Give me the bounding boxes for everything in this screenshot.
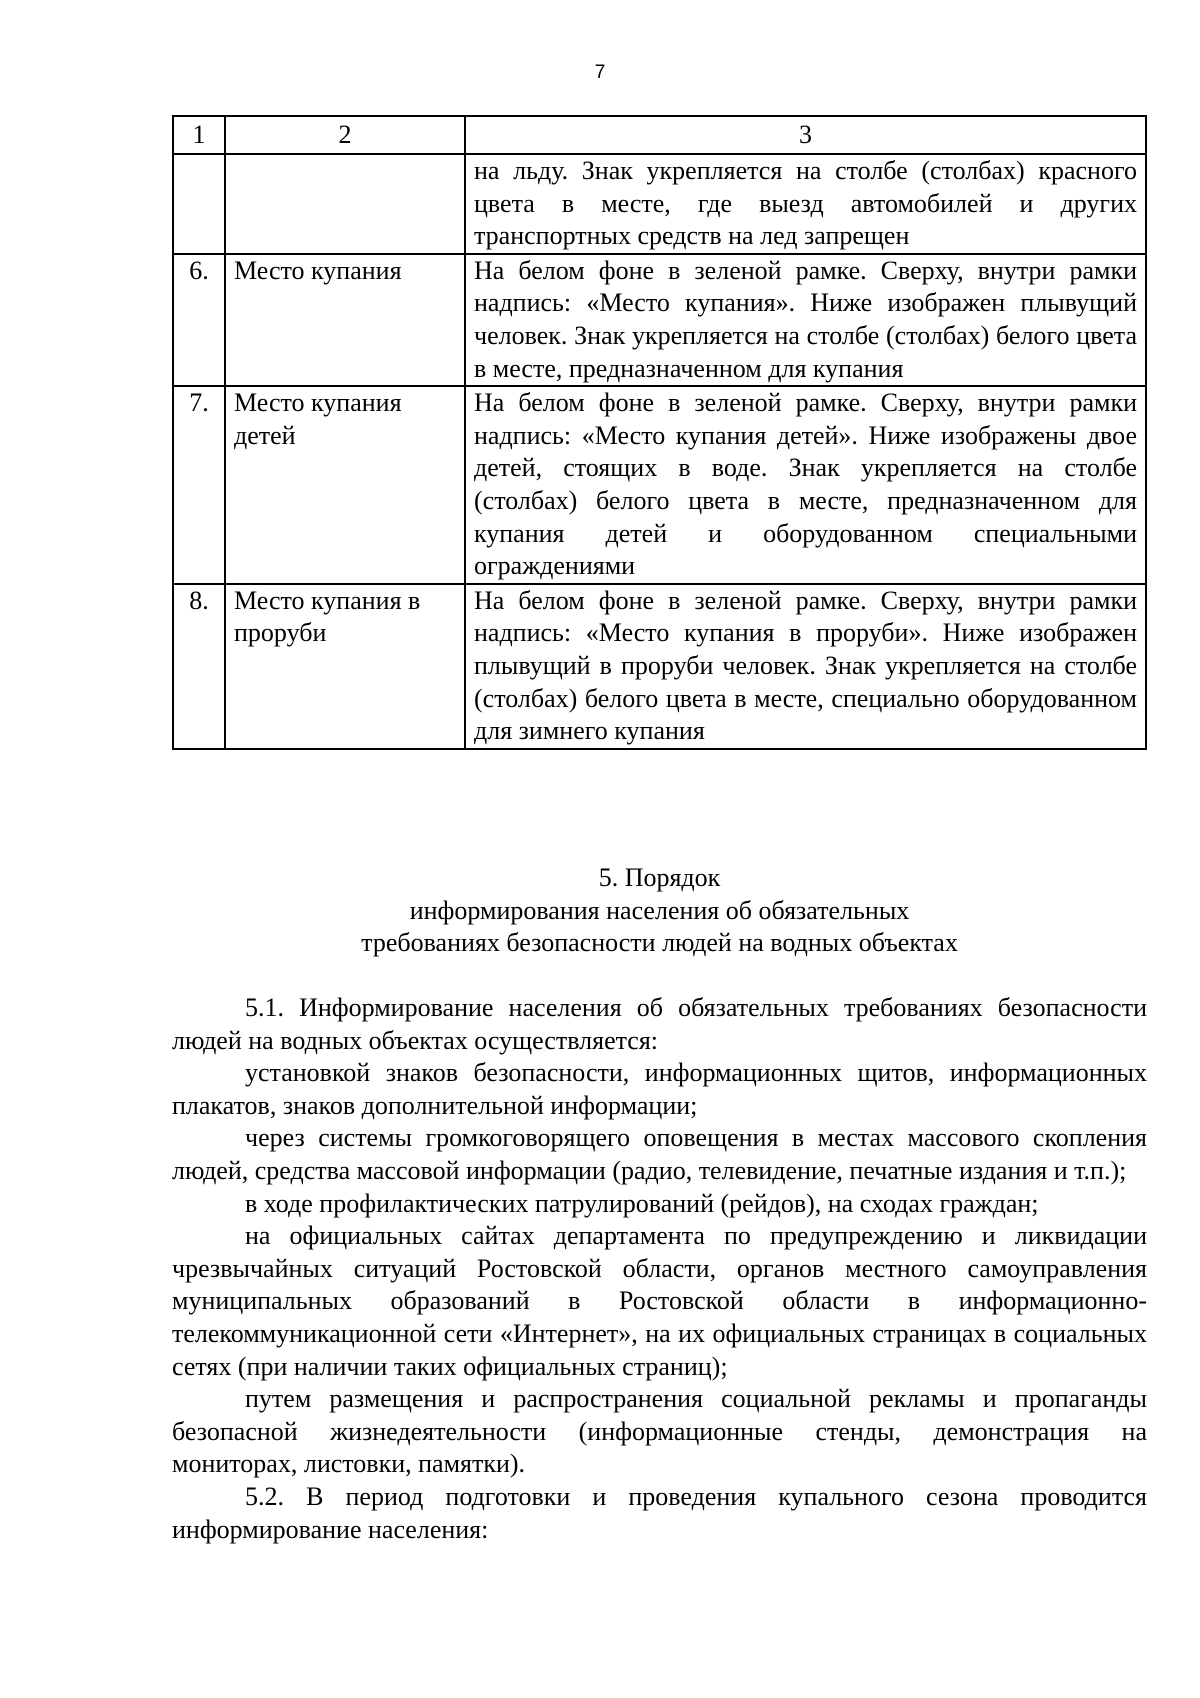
row-sign-name: Место купания детей xyxy=(225,386,465,584)
row-sign-name: Место купания xyxy=(225,254,465,386)
section-subtitle-line: требованиях безопасности людей на водных объектах xyxy=(361,928,958,958)
row-sign-description: На белом фоне в зеленой рамке. Сверху, внутри рамки надпись: «Место купания детей». Ниже изображены двое детей, стоящих в воде. Знак укрепляется на столбе (столбах) белого цвета в месте, предназначенном для купания детей и оборудованном специальными ограждениями xyxy=(465,386,1146,584)
section-heading xyxy=(172,862,1147,960)
section-subtitle-line: информирования населения об обязательных xyxy=(409,895,910,925)
row-sign-name: Место купания в проруби xyxy=(225,584,465,749)
paragraph: в ходе профилактических патрулирований (рейдов), на сходах граждан; xyxy=(245,1188,1039,1218)
paragraph: 5.2. В период подготовки и проведения купального сезона проводится информирование населения: xyxy=(172,1481,1147,1544)
column-header-name: 2 xyxy=(225,116,465,154)
row-number: 6. xyxy=(173,254,225,386)
paragraph: 5.1. Информирование населения об обязательных требованиях безопасности людей на водных объектах осуществляется: xyxy=(172,993,1147,1055)
section-title: 5. Порядок xyxy=(598,863,721,892)
page-number: 7 xyxy=(594,62,606,83)
row-number xyxy=(173,154,225,254)
table-header-row xyxy=(173,116,1146,154)
section-body xyxy=(172,992,1147,1546)
row-number: 7. xyxy=(173,386,225,584)
row-sign-description: На белом фоне в зеленой рамке. Сверху, внутри рамки надпись: «Место купания». Ниже изображен плывущий человек. Знак укрепляется на столбе (столбах) белого цвета в месте, предназначенном для купания xyxy=(465,254,1146,386)
paragraph: через системы громкоговорящего оповещения в местах массового скопления людей, средства массовой информации (радио, телевидение, печатные издания и т.п.); xyxy=(172,1123,1147,1185)
table-row xyxy=(173,386,1146,584)
row-sign-description: На белом фоне в зеленой рамке. Сверху, внутри рамки надпись: «Место купания в проруби». Ниже изображен плывущий в проруби человек. Знак укрепляется на столбе (столбах) белого цвета в месте, специально оборудованном для зимнего купания xyxy=(465,584,1146,749)
row-sign-name xyxy=(225,154,465,254)
row-sign-description: на льду. Знак укрепляется на столбе (столбах) красного цвета в месте, где выезд автомобилей и других транспортных средств на лед запрещен xyxy=(465,154,1146,254)
table-row xyxy=(173,254,1146,386)
row-number: 8. xyxy=(173,584,225,749)
column-header-number: 1 xyxy=(173,116,225,154)
table-row xyxy=(173,154,1146,254)
safety-signs-table xyxy=(172,115,1147,750)
paragraph: установкой знаков безопасности, информационных щитов, информационных плакатов, знаков дополнительной информации; xyxy=(172,1058,1147,1120)
paragraph: путем размещения и распространения социальной рекламы и пропаганды безопасной жизнедеятельности (информационные стенды, демонстрация на мониторах, листовки, памятки). xyxy=(172,1384,1147,1479)
paragraph: на официальных сайтах департамента по предупреждению и ликвидации чрезвычайных ситуаций Ростовской области, органов местного самоуправления муниципальных образований в Ростовской области в информационно-телекоммуникационной сети «Интернет», на их официальных страницах в социальных сетях (при наличии таких официальных страниц); xyxy=(172,1221,1147,1381)
column-header-description: 3 xyxy=(465,116,1146,154)
table-row xyxy=(173,584,1146,749)
